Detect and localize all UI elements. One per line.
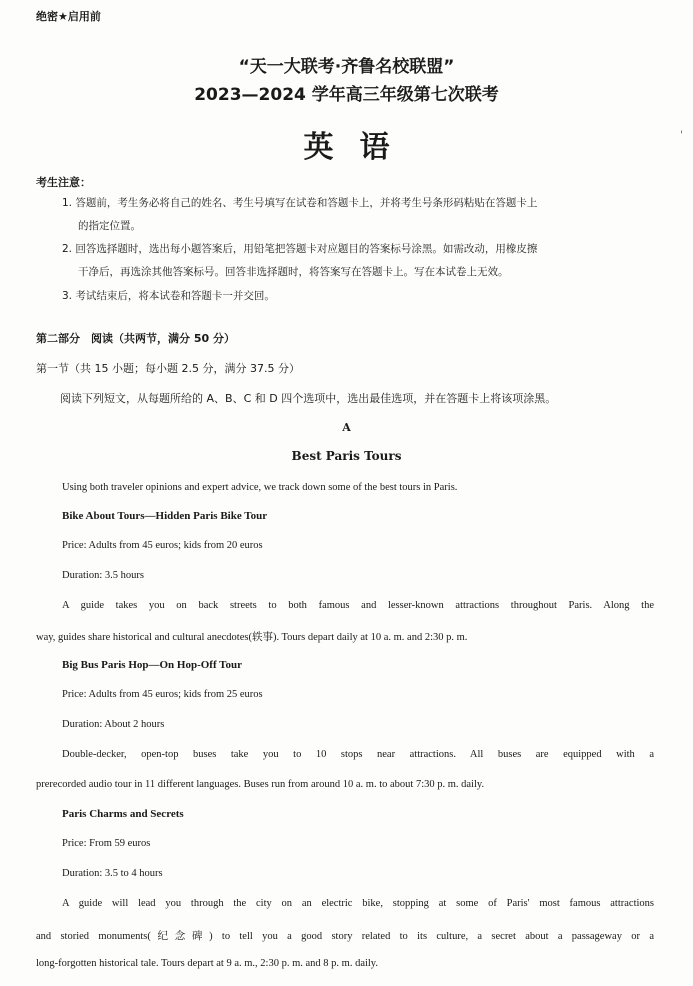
tour-price: Price: Adults from 45 euros; kids from 25 euros (62, 689, 263, 700)
part-heading: 第二部分 阅读（共两节，满分 50 分） (36, 332, 235, 345)
tour-duration: Duration: 3.5 hours (62, 570, 144, 581)
notice-line: 干净后，再选涂其他答案标号。回答非选择题时，将答案写在答题卡上。写在本试卷上无效。 (78, 266, 509, 278)
exam-title-line1: “天一大联考·齐鲁名校联盟” (238, 57, 455, 77)
tour-description-line: A guide will lead you through the city on an electric bike, stopping at some of Paris' most famous attractions (62, 898, 654, 909)
passage-title: Best Paris Tours (291, 449, 402, 463)
tour-name: Paris Charms and Secrets (62, 808, 184, 820)
notice-line: 的指定位置。 (78, 220, 141, 232)
tour-duration: Duration: 3.5 to 4 hours (62, 868, 163, 879)
reading-instruction: 阅读下列短文，从每题所给的 A、B、C 和 D 四个选项中，选出最佳选项，并在答题卡上将该项涂黑。 (60, 392, 557, 405)
tour-price: Price: From 59 euros (62, 838, 151, 849)
notice-line: 2. 回答选择题时，选出每小题答案后，用铅笔把答题卡对应题目的答案标号涂黑。如需改动，用橡皮擦 (62, 243, 538, 255)
tour-name: Bike About Tours—Hidden Paris Bike Tour (62, 510, 268, 522)
tour-description-line: long-forgotten historical tale. Tours depart at 9 a. m., 2:30 p. m. and 8 p. m. daily. (36, 958, 379, 969)
section-heading: 第一节（共 15 小题；每小题 2.5 分，满分 37.5 分） (36, 362, 300, 375)
passage-intro: Using both traveler opinions and expert advice, we track down some of the best tours in Paris. (62, 482, 458, 493)
tour-description-line: A guide takes you on back streets to both famous and lesser-known attractions throughout Paris. Along the (62, 600, 654, 611)
notice-line: 1. 答题前，考生务必将自己的姓名、考生号填写在试卷和答题卡上，并将考生号条形码粘贴在答题卡上 (62, 197, 538, 209)
tour-price: Price: Adults from 45 euros; kids from 20 euros (62, 540, 263, 551)
exam-title-line2: 2023—2024 学年高三年级第七次联考 (194, 85, 499, 105)
tour-description-line: and storied monuments(纪念碑) to tell you a good story related to its culture, a secret about a passageway or a (36, 931, 654, 942)
notice-heading: 考生注意： (36, 176, 91, 189)
tour-duration: Duration: About 2 hours (62, 719, 165, 730)
subject-title: 英语 (303, 130, 416, 165)
tour-name: Big Bus Paris Hop—On Hop-Off Tour (62, 659, 243, 671)
tour-description-line: Double-decker, open-top buses take you to 10 stops near attractions. All buses are equipped with a (62, 749, 654, 760)
notice-line: 3. 考试结束后，将本试卷和答题卡一并交回。 (62, 290, 275, 302)
passage-letter: A (342, 421, 351, 434)
tour-description-line: prerecorded audio tour in 11 different languages. Buses run from around 10 a. m. to about 7:30 p. m. daily. (36, 779, 485, 790)
confidential-mark: 绝密★启用前 (36, 10, 101, 23)
tour-description-line: way, guides share historical and cultural anecdotes(轶事). Tours depart daily at 10 a. m. and 2:30 p. m. (36, 632, 468, 643)
margin-mark: ' (680, 130, 683, 141)
